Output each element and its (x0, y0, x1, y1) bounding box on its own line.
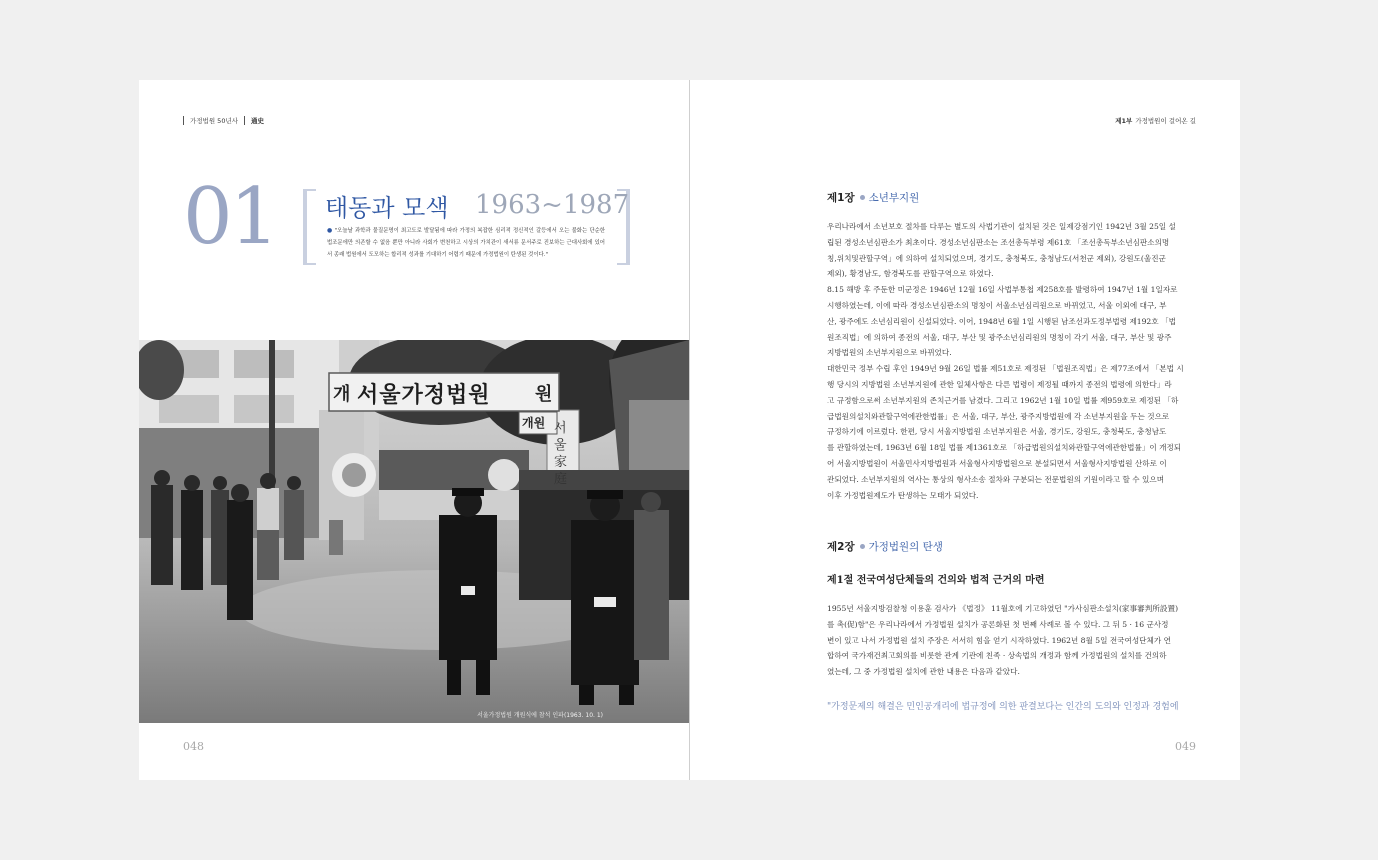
chapter-title: 태동과 모색 (325, 194, 449, 222)
text-line: 급법원의설치와관할구역에관한법률」은 서울, 대구, 부산, 광주지방법원에 각 소년부지원을 두는 것으로 (827, 411, 1170, 421)
bullet-icon (860, 195, 865, 200)
left-page (139, 80, 689, 780)
divider (244, 116, 245, 125)
left-bracket (303, 189, 316, 265)
banner-text: 서울가정법원 (357, 383, 491, 408)
book-spread (139, 80, 1240, 780)
text-line: 어 서울지방법원이 서울민사지방법원과 서울형사지방법원으로 분설되면서 서울형사지방법원 산하로 이 (827, 458, 1167, 468)
text-line: 대한민국 정부 수립 후인 1949년 9월 26일 법률 제51호로 제정된 「법원조직법」은 제77조에서 「본법 시 (827, 364, 1184, 374)
text-line: 시행하였는데, 이에 따라 경성소년심판소의 명칭이 서울소년심리원으로 바뀌었고, 서울 이외에 대구, 부 (827, 300, 1167, 310)
page-number-left: 048 (183, 740, 204, 753)
text-line: 고 규정함으로써 소년부지원의 존치근거를 남겼다. 그리고 1962년 1월 10일 법률 제959호로 제정된 「하 (827, 395, 1179, 405)
text-line: 였는데, 그 중 가정법원 설치에 관한 내용은 다음과 같았다. (827, 667, 1020, 677)
section-1-body (827, 219, 1196, 503)
part-title: 가정법원이 걸어온 길 (1135, 117, 1196, 125)
text-line: 행 당시의 지방법원 소년부지원에 관한 일체사항은 다른 법령이 제정될 때까지 종전의 법령에 의한다」라 (827, 379, 1172, 389)
section-2-number: 제2장 (827, 541, 855, 553)
text-line: 이후 가정법원제도가 탄생하는 모태가 되었다. (827, 490, 979, 500)
section-2-heading (827, 539, 943, 554)
section-2-body (827, 601, 1196, 680)
text-line: 칭,위치및관할구역」에 의하여 설치되었으며, 경기도, 충청북도, 충청남도(서천군 제외), 강원도(울진군 (827, 253, 1166, 263)
divider (183, 116, 184, 125)
text-line: 변이 있고 나서 가정법원 설치 주장은 서서히 힘을 얻기 시작하였다. 1962년 8월 5일 전국여성단체가 연 (827, 635, 1171, 645)
text-line: 지방법원의 소년부지원으로 바뀌었다. (827, 348, 952, 358)
text-line: 립된 경성소년심판소가 최초이다. 경성소년심판소는 조선총독부령 제61호 「조선총독부소년심판소의명 (827, 237, 1170, 247)
text-line: 규정하기에 이르렀다. 한편, 당시 서울지방법원 소년부지원은 서울, 경기도, 강원도, 충청북도, 충청남도 (827, 427, 1167, 437)
text-line: 관되었다. 소년부지원의 역사는 통상의 형사소송 절차와 구분되는 전문법원의 기원이라고 할 수 있으며 (827, 474, 1165, 484)
text-line: 산, 광주에도 소년심리원이 신설되었다. 이어, 1948년 6월 1일 시행된 남조선과도정부법령 제192호 「법 (827, 316, 1176, 326)
signboard-text: 개원 (522, 416, 546, 430)
text-line: 를 촉(促)함"은 우리나라에서 가정법원 설치가 공론화된 첫 번째 사례로 볼 수 있다. 그 뒤 5 · 16 군사정 (827, 619, 1169, 629)
chapter-number: 01 (183, 172, 277, 262)
text-line: 원조직법」에 의하여 종전의 서울, 대구, 부산 및 광주소년심리원의 명칭이 각기 서울, 대구, 부산 및 광주 (827, 332, 1172, 342)
right-page (690, 80, 1240, 780)
running-head-right (1115, 116, 1196, 125)
bullet-icon: ● (327, 227, 333, 234)
text-line: 1955년 서울지방검찰청 이용훈 검사가 《법정》 11월호에 기고하였던 "가사심판소설치(家事審判所設置) (827, 604, 1179, 613)
quote-text: "가정문제의 해결은 민인공개리에 법규정에 의한 판결보다는 인간의 도의와 인정과 경험에 (827, 702, 1179, 712)
chapter-years: 1963~1987 (475, 190, 630, 220)
banner-right-char: 원 (535, 384, 553, 405)
section-1-heading (827, 190, 919, 205)
chapter-intro-text: "오늘날 과학과 물질문명이 최고도로 발달됨에 따라 가정의 복잡한 심리적 정신적인 갈등에서 오는 불화는 단순한 법조문에만 의존할 수 없음 뿐만 아니라 사회가 변천하고 시상의 가치관이 새서류 문서주로 진보하는 근대사회에 있어서 종래 법원에서 도모하는 합리적 성과를 기대하기 어렵기 때문에 가정법원이 탄생된 것이다." (327, 228, 605, 258)
text-line: 8.15 해방 후 주둔한 미군정은 1946년 12월 16일 사법부통첩 제258호를 발령하여 1947년 1월 1일자로 (827, 285, 1178, 295)
book-title: 가정법원 50년사 (190, 117, 239, 125)
subsection-heading: 제1절 전국여성단체들의 건의와 법적 근거의 마련 (827, 575, 1045, 586)
vertical-sign-text: 서울家庭 (554, 421, 568, 487)
text-line: 제외), 황경남도, 함경북도를 관할구역으로 하였다. (827, 269, 994, 279)
text-line: 우리나라에서 소년보호 절차를 다루는 별도의 사법기관이 설치된 것은 일제강점기인 1942년 3월 25일 설 (827, 222, 1176, 231)
chapter-intro (327, 225, 605, 261)
banner-left-char: 개 (333, 384, 351, 405)
section-label: 通史 (251, 117, 265, 125)
photo-caption: 서울가정법원 개원식에 참석 인파(1963. 10. 1) (477, 712, 603, 719)
section-1-number: 제1장 (827, 192, 855, 204)
section-2-name: 가정법원의 탄생 (868, 541, 943, 553)
section-1-name: 소년부지원 (868, 192, 920, 204)
text-line: 합하여 국가재건최고회의를 비롯한 관계 기관에 친족 · 상속법의 개정과 함께 가정법원의 설치를 건의하 (827, 651, 1167, 661)
text-line: 를 관할하였는데, 1963년 6월 18일 법률 제1361호로 「하급법원의설치와관할구역에관한법률」이 개정되 (827, 443, 1182, 453)
running-head-left (183, 116, 264, 125)
page-number-right: 049 (1175, 740, 1196, 753)
bullet-icon (860, 544, 865, 549)
opening-ceremony-photo (139, 340, 689, 723)
part-label: 제1부 (1115, 117, 1133, 125)
